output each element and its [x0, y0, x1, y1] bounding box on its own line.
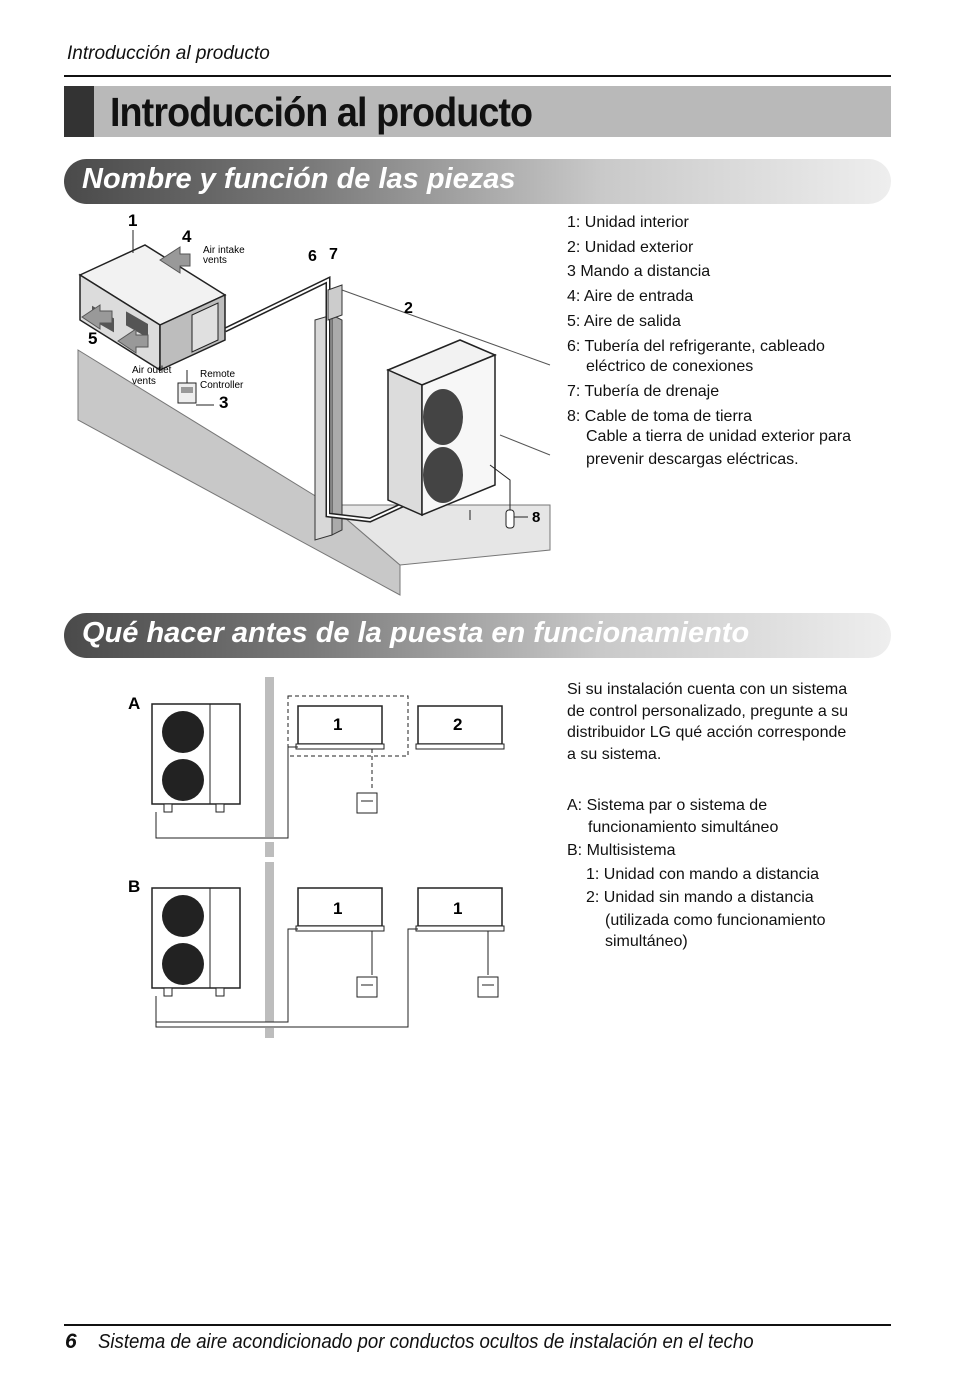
- legend-item: 2: Unidad sin mando a distancia: [586, 889, 814, 906]
- parts-item: 5: Aire de salida: [567, 312, 681, 330]
- paragraph-line: distribuidor LG qué acción corresponde: [567, 724, 847, 741]
- label-6: 6: [308, 248, 317, 265]
- wall-line: [500, 435, 550, 455]
- label-3: 3: [219, 393, 229, 412]
- section-heading-text: Qué hacer antes de la puesta en funcionamiento: [82, 617, 750, 649]
- parts-item: 1: Unidad interior: [567, 214, 689, 231]
- page-title: Introducción al producto: [110, 89, 533, 135]
- section-heading-before-operation: [64, 613, 891, 658]
- parts-item: 7: Tubería de drenaje: [567, 382, 720, 400]
- fan-grille-bottom: [423, 447, 463, 503]
- parts-item: 3 Mando a distancia: [567, 263, 711, 281]
- installation-diagram: [70, 205, 560, 600]
- legend-item: A: Sistema par o sistema de: [567, 797, 768, 814]
- remote-label-1: Remote: [200, 369, 236, 380]
- label-a2: 2: [453, 715, 463, 734]
- legend-item: (utilizada como funcionamiento: [605, 911, 826, 929]
- paragraph-line: Si su instalación cuenta con un sistema: [567, 681, 848, 698]
- label-8: 8: [532, 509, 541, 526]
- air-intake-label-2: vents: [203, 255, 227, 266]
- system-legend: [567, 794, 826, 954]
- label-5: 5: [88, 329, 98, 348]
- drain-pipe: [328, 285, 342, 320]
- parts-item: 4: Aire de entrada: [567, 288, 694, 306]
- parts-item: eléctrico de conexiones: [586, 358, 754, 376]
- section-heading-parts: [64, 159, 891, 204]
- label-A: A: [128, 694, 141, 713]
- air-outlet-label-2: vents: [132, 376, 156, 387]
- legend-item: B: Multisistema: [567, 842, 676, 859]
- header-rule: [64, 75, 891, 77]
- remote-b1: [357, 977, 377, 997]
- legend-item: simultáneo): [605, 933, 688, 950]
- label-a1: 1: [333, 715, 343, 734]
- wall-b: [265, 862, 274, 1022]
- label-7: 7: [329, 246, 338, 263]
- paragraph-line: a su sistema.: [567, 745, 662, 763]
- footer-rule: [64, 1324, 891, 1326]
- page-title-bar: [64, 86, 891, 137]
- legend-item: funcionamiento simultáneo: [588, 818, 779, 836]
- fan-grille-top: [423, 389, 463, 445]
- label-4: 4: [182, 227, 192, 246]
- label-1: 1: [128, 211, 138, 230]
- outdoor-unit-side: [388, 370, 422, 515]
- ground-rod: [506, 510, 514, 528]
- section-heading-text: Nombre y función de las piezas: [82, 163, 516, 195]
- label-2: 2: [404, 300, 413, 317]
- system-diagram: [120, 672, 510, 1044]
- label-b2: 1: [453, 899, 463, 918]
- outdoor-unit-b: [152, 888, 240, 996]
- wall-b-end: [265, 1028, 274, 1038]
- outdoor-unit-a: [152, 704, 240, 812]
- pipe-column-side: [332, 315, 342, 535]
- parts-item: Cable a tierra de unidad exterior para: [586, 428, 852, 446]
- parts-list: [567, 211, 851, 473]
- custom-control-note: [567, 679, 848, 765]
- parts-item: 8: Cable de toma de tierra: [567, 407, 752, 425]
- title-marker: [64, 86, 94, 137]
- footer-title: Sistema de aire acondicionado por conductos ocultos de instalación en el techo: [98, 1331, 754, 1353]
- wall-a-gap: [265, 842, 274, 857]
- legend-item: 1: Unidad con mando a distancia: [586, 865, 820, 883]
- label-B: B: [128, 877, 141, 896]
- air-outlet-label-1: Air outlet: [132, 365, 172, 376]
- label-b1: 1: [333, 899, 343, 918]
- parts-item: 2: Unidad exterior: [567, 238, 694, 256]
- remote-a: [357, 793, 377, 813]
- page-number: 6: [65, 1330, 77, 1353]
- wall-a: [265, 677, 274, 837]
- parts-item: 6: Tubería del refrigerante, cableado: [567, 337, 825, 355]
- running-header: Introducción al producto: [67, 43, 270, 64]
- parts-item: prevenir descargas eléctricas.: [586, 451, 799, 469]
- air-intake-label-1: Air intake: [203, 245, 245, 256]
- remote-label-2: Controller: [200, 380, 244, 391]
- remote-b2: [478, 977, 498, 997]
- remote-screen: [181, 387, 193, 393]
- paragraph-line: de control personalizado, pregunte a su: [567, 702, 849, 720]
